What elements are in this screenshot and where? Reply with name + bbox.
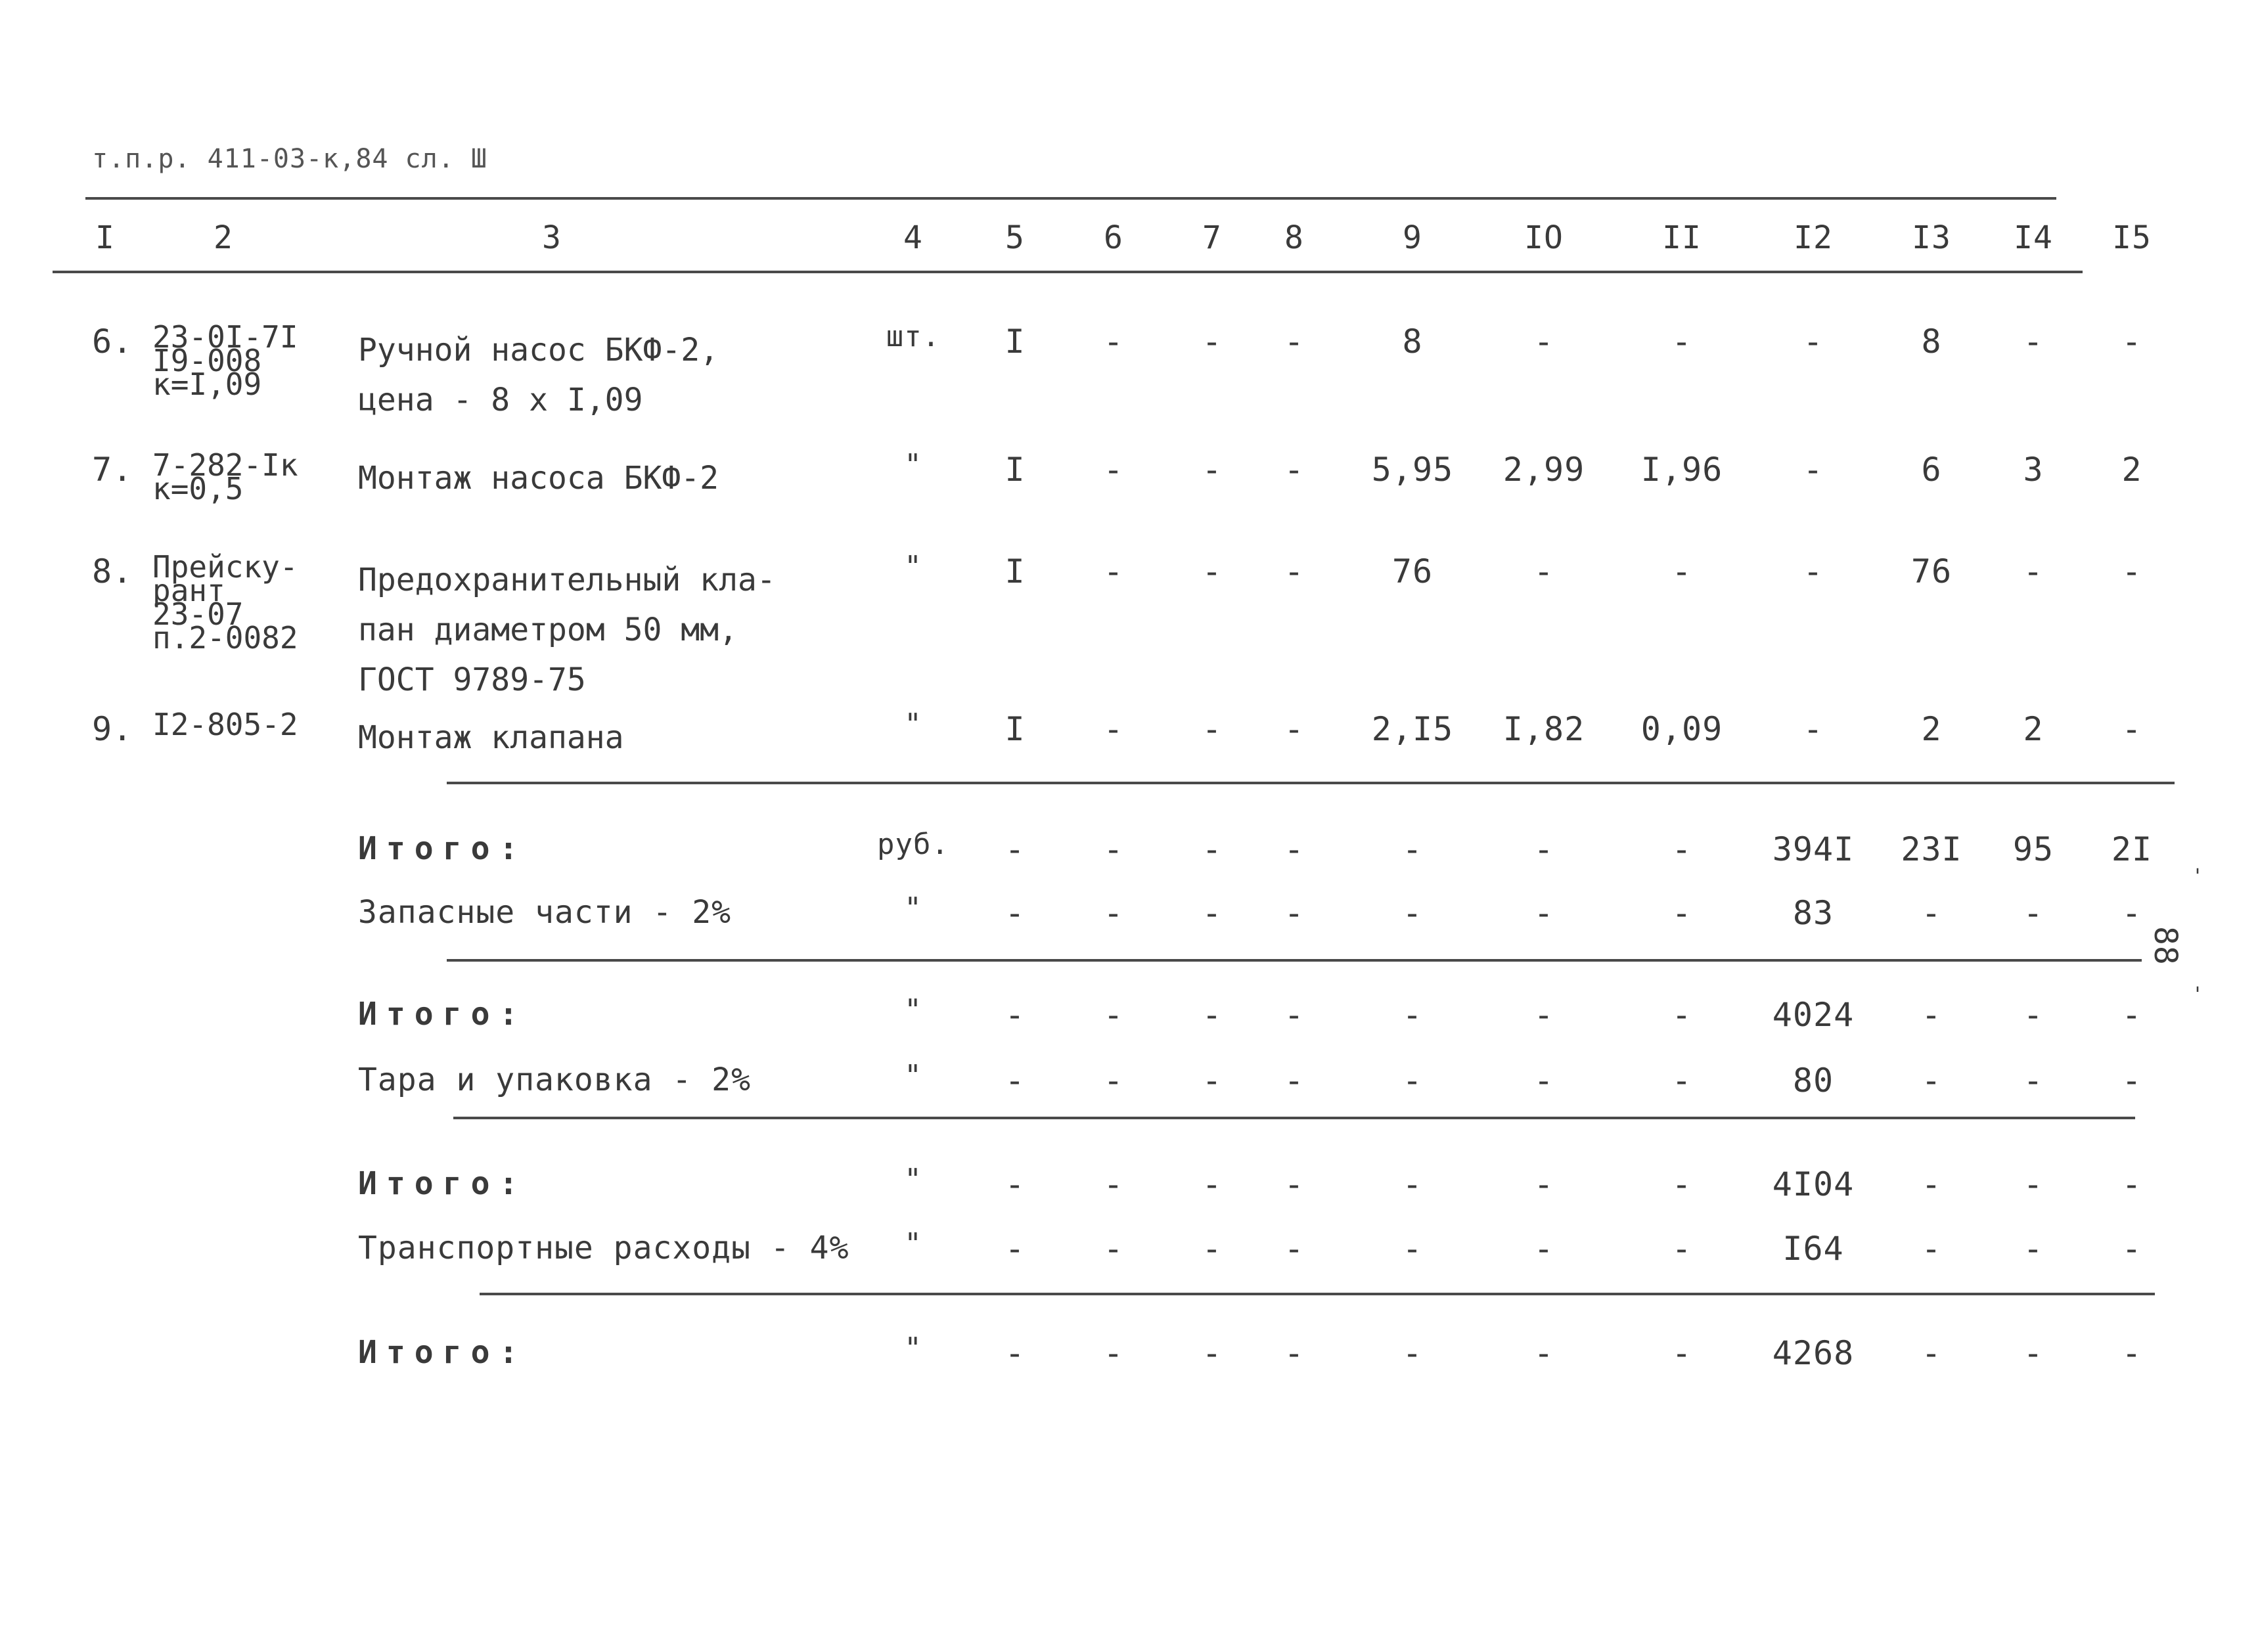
total-cell-c11: - — [1671, 1334, 1692, 1372]
column-number-15: I5 — [2112, 219, 2152, 256]
total-cell-c15: - — [2121, 1061, 2142, 1100]
total-cell-c14: - — [2023, 996, 2044, 1034]
total-cell-c15: - — [2121, 1230, 2142, 1268]
row-cell-c15: - — [2121, 710, 2142, 748]
row-cell-c14: - — [2023, 552, 2044, 591]
section-rule-1 — [447, 782, 2175, 784]
row-cell-c14: 2 — [2023, 710, 2044, 748]
row-cell-c8: - — [1284, 710, 1305, 748]
total-cell-c6: - — [1103, 1230, 1124, 1268]
total-cell-c10: - — [1533, 894, 1554, 932]
total-unit: " — [904, 1331, 922, 1365]
row-cell-c5: I — [1005, 710, 1026, 748]
total-cell-c13: - — [1921, 1061, 1942, 1100]
row-name: Ручной насос БКФ-2, цена - 8 х I,09 — [358, 332, 719, 418]
total-cell-c11: - — [1671, 894, 1692, 932]
total-cell-c11: - — [1671, 1061, 1692, 1100]
row-code: 7-282-Iк к=0,5 — [152, 447, 298, 506]
total-cell-c12: 4I04 — [1772, 1165, 1855, 1203]
column-number-6: 6 — [1104, 219, 1123, 256]
row-cell-c7: - — [1202, 710, 1223, 748]
total-cell-c11: - — [1671, 1165, 1692, 1203]
total-cell-c8: - — [1284, 1061, 1305, 1100]
row-code: I2-805-2 — [152, 707, 298, 742]
total-cell-c5: - — [1005, 1061, 1026, 1100]
total-cell-c9: - — [1402, 894, 1423, 932]
row-number: 7. — [92, 451, 133, 489]
total-cell-c6: - — [1103, 894, 1124, 932]
total-unit: " — [904, 1163, 922, 1196]
total-cell-c13: - — [1921, 1165, 1942, 1203]
row-number: 6. — [92, 323, 133, 361]
column-number-5: 5 — [1005, 219, 1025, 256]
column-number-14: I4 — [2014, 219, 2053, 256]
row-cell-c9: 76 — [1391, 552, 1434, 591]
total-cell-c8: - — [1284, 996, 1305, 1034]
total-cell-c6: - — [1103, 1165, 1124, 1203]
row-cell-c11: - — [1671, 552, 1692, 591]
total-cell-c14: - — [2023, 1230, 2044, 1268]
page-number-tick-top: ' — [2192, 865, 2205, 888]
total-cell-c5: - — [1005, 894, 1026, 932]
total-cell-c8: - — [1284, 1230, 1305, 1268]
row-name: Предохранительный кла- пан диаметром 50 мм, ГОСТ 9789-75 — [358, 562, 776, 698]
total-cell-c12: I64 — [1782, 1230, 1844, 1268]
total-unit: " — [904, 891, 922, 925]
column-number-9: 9 — [1403, 219, 1422, 256]
row-cell-c9: 8 — [1402, 323, 1423, 361]
row-cell-c10: I,82 — [1502, 710, 1585, 748]
row-cell-c10: - — [1533, 552, 1554, 591]
column-number-4: 4 — [903, 219, 923, 256]
row-unit: шт. — [886, 320, 941, 353]
row-cell-c5: I — [1005, 451, 1026, 489]
row-cell-c8: - — [1284, 552, 1305, 591]
total-cell-c11: - — [1671, 830, 1692, 868]
total-cell-c10: - — [1533, 996, 1554, 1034]
total-cell-c5: - — [1005, 1334, 1026, 1372]
column-number-11: II — [1662, 219, 1702, 256]
column-number-8: 8 — [1284, 219, 1304, 256]
total-cell-c7: - — [1202, 894, 1223, 932]
row-cell-c14: 3 — [2023, 451, 2044, 489]
column-number-13: I3 — [1912, 219, 1951, 256]
row-cell-c11: 0,09 — [1640, 710, 1723, 748]
total-cell-c13: - — [1921, 1334, 1942, 1372]
surcharge-label: Тара и упаковка - 2% — [358, 1061, 751, 1098]
row-number: 9. — [92, 710, 133, 748]
row-cell-c12: - — [1803, 323, 1824, 361]
total-cell-c14: - — [2023, 1334, 2044, 1372]
total-cell-c9: - — [1402, 1061, 1423, 1100]
row-unit: " — [904, 707, 922, 741]
total-cell-c10: - — [1533, 1334, 1554, 1372]
total-cell-c7: - — [1202, 1061, 1223, 1100]
row-cell-c7: - — [1202, 451, 1223, 489]
row-name: Монтаж клапана — [358, 719, 624, 756]
row-number: 8. — [92, 552, 133, 591]
total-label: Итого: — [358, 996, 528, 1033]
total-cell-c15: - — [2121, 1334, 2142, 1372]
row-cell-c13: 8 — [1921, 323, 1942, 361]
total-cell-c14: - — [2023, 1165, 2044, 1203]
total-cell-c8: - — [1284, 1334, 1305, 1372]
total-cell-c9: - — [1402, 1230, 1423, 1268]
total-cell-c15: - — [2121, 894, 2142, 932]
row-cell-c7: - — [1202, 323, 1223, 361]
total-unit: " — [904, 1059, 922, 1092]
total-cell-c5: - — [1005, 996, 1026, 1034]
total-cell-c5: - — [1005, 830, 1026, 868]
header-top-rule — [85, 197, 2056, 200]
total-cell-c8: - — [1284, 830, 1305, 868]
total-cell-c14: 95 — [2012, 830, 2054, 868]
total-cell-c12: 394I — [1772, 830, 1855, 868]
total-cell-c8: - — [1284, 1165, 1305, 1203]
row-cell-c15: - — [2121, 552, 2142, 591]
row-cell-c10: 2,99 — [1502, 451, 1585, 489]
row-cell-c6: - — [1103, 552, 1124, 591]
row-name: Монтаж насоса БКФ-2 — [358, 460, 719, 497]
row-cell-c12: - — [1803, 552, 1824, 591]
total-cell-c7: - — [1202, 1334, 1223, 1372]
row-cell-c8: - — [1284, 451, 1305, 489]
total-cell-c6: - — [1103, 1061, 1124, 1100]
total-cell-c7: - — [1202, 830, 1223, 868]
row-cell-c13: 6 — [1921, 451, 1942, 489]
total-cell-c14: - — [2023, 894, 2044, 932]
total-label: Итого: — [358, 1334, 528, 1371]
total-cell-c9: - — [1402, 1165, 1423, 1203]
row-cell-c10: - — [1533, 323, 1554, 361]
total-cell-c6: - — [1103, 996, 1124, 1034]
column-number-1: I — [95, 219, 115, 256]
total-cell-c10: - — [1533, 830, 1554, 868]
row-unit: " — [904, 448, 922, 481]
row-cell-c7: - — [1202, 552, 1223, 591]
total-label: Итого: — [358, 830, 528, 867]
total-cell-c9: - — [1402, 830, 1423, 868]
column-number-10: IO — [1524, 219, 1564, 256]
total-cell-c5: - — [1005, 1230, 1026, 1268]
row-code: 23-0I-7I I9-008 к=I,09 — [152, 319, 298, 402]
total-cell-c7: - — [1202, 1230, 1223, 1268]
total-cell-c13: - — [1921, 894, 1942, 932]
row-cell-c5: I — [1005, 552, 1026, 591]
total-cell-c15: - — [2121, 1165, 2142, 1203]
total-cell-c13: - — [1921, 1230, 1942, 1268]
total-cell-c10: - — [1533, 1230, 1554, 1268]
total-cell-c15: 2I — [2111, 830, 2153, 868]
row-cell-c13: 76 — [1910, 552, 1953, 591]
total-cell-c12: 4268 — [1772, 1334, 1855, 1372]
total-cell-c13: - — [1921, 996, 1942, 1034]
total-cell-c12: 4024 — [1772, 996, 1855, 1034]
row-cell-c11: - — [1671, 323, 1692, 361]
row-cell-c12: - — [1803, 710, 1824, 748]
total-cell-c11: - — [1671, 996, 1692, 1034]
row-cell-c8: - — [1284, 323, 1305, 361]
total-label: Итого: — [358, 1165, 528, 1202]
total-cell-c7: - — [1202, 1165, 1223, 1203]
row-code: Прейску- рант 23-07 п.2-0082 — [152, 549, 298, 656]
row-cell-c15: - — [2121, 323, 2142, 361]
surcharge-label: Запасные части - 2% — [358, 894, 732, 931]
row-cell-c14: - — [2023, 323, 2044, 361]
document-reference: т.п.р. 411-03-к,84 сл. Ш — [92, 144, 487, 174]
section-rule-4 — [480, 1293, 2155, 1295]
page-number: 88 — [2147, 926, 2184, 966]
total-cell-c13: 23I — [1901, 830, 1962, 868]
total-cell-c6: - — [1103, 1334, 1124, 1372]
total-cell-c7: - — [1202, 996, 1223, 1034]
row-cell-c15: 2 — [2121, 451, 2142, 489]
row-unit: " — [904, 550, 922, 583]
total-cell-c12: 80 — [1792, 1061, 1834, 1100]
total-cell-c12: 83 — [1792, 894, 1834, 932]
total-cell-c9: - — [1402, 996, 1423, 1034]
total-cell-c10: - — [1533, 1165, 1554, 1203]
section-rule-3 — [453, 1117, 2135, 1119]
total-unit: " — [904, 993, 922, 1027]
total-cell-c6: - — [1103, 830, 1124, 868]
row-cell-c9: 5,95 — [1371, 451, 1454, 489]
column-number-2: 2 — [214, 219, 233, 256]
total-unit: " — [904, 1227, 922, 1261]
total-cell-c11: - — [1671, 1230, 1692, 1268]
total-cell-c5: - — [1005, 1165, 1026, 1203]
row-cell-c12: - — [1803, 451, 1824, 489]
column-number-12: I2 — [1794, 219, 1833, 256]
total-cell-c10: - — [1533, 1061, 1554, 1100]
total-cell-c8: - — [1284, 894, 1305, 932]
surcharge-label: Транспортные расходы - 4% — [358, 1230, 849, 1266]
section-rule-2 — [447, 959, 2142, 962]
page-number-tick-bottom: ' — [2192, 983, 2205, 1006]
header-bottom-rule — [53, 271, 2083, 273]
row-cell-c11: I,96 — [1640, 451, 1723, 489]
row-cell-c6: - — [1103, 710, 1124, 748]
column-number-3: 3 — [542, 219, 562, 256]
row-cell-c6: - — [1103, 451, 1124, 489]
row-cell-c6: - — [1103, 323, 1124, 361]
column-number-7: 7 — [1202, 219, 1222, 256]
total-cell-c15: - — [2121, 996, 2142, 1034]
row-cell-c9: 2,I5 — [1371, 710, 1454, 748]
total-cell-c9: - — [1402, 1334, 1423, 1372]
row-cell-c5: I — [1005, 323, 1026, 361]
row-cell-c13: 2 — [1921, 710, 1942, 748]
total-cell-c14: - — [2023, 1061, 2044, 1100]
total-unit: руб. — [877, 828, 949, 861]
